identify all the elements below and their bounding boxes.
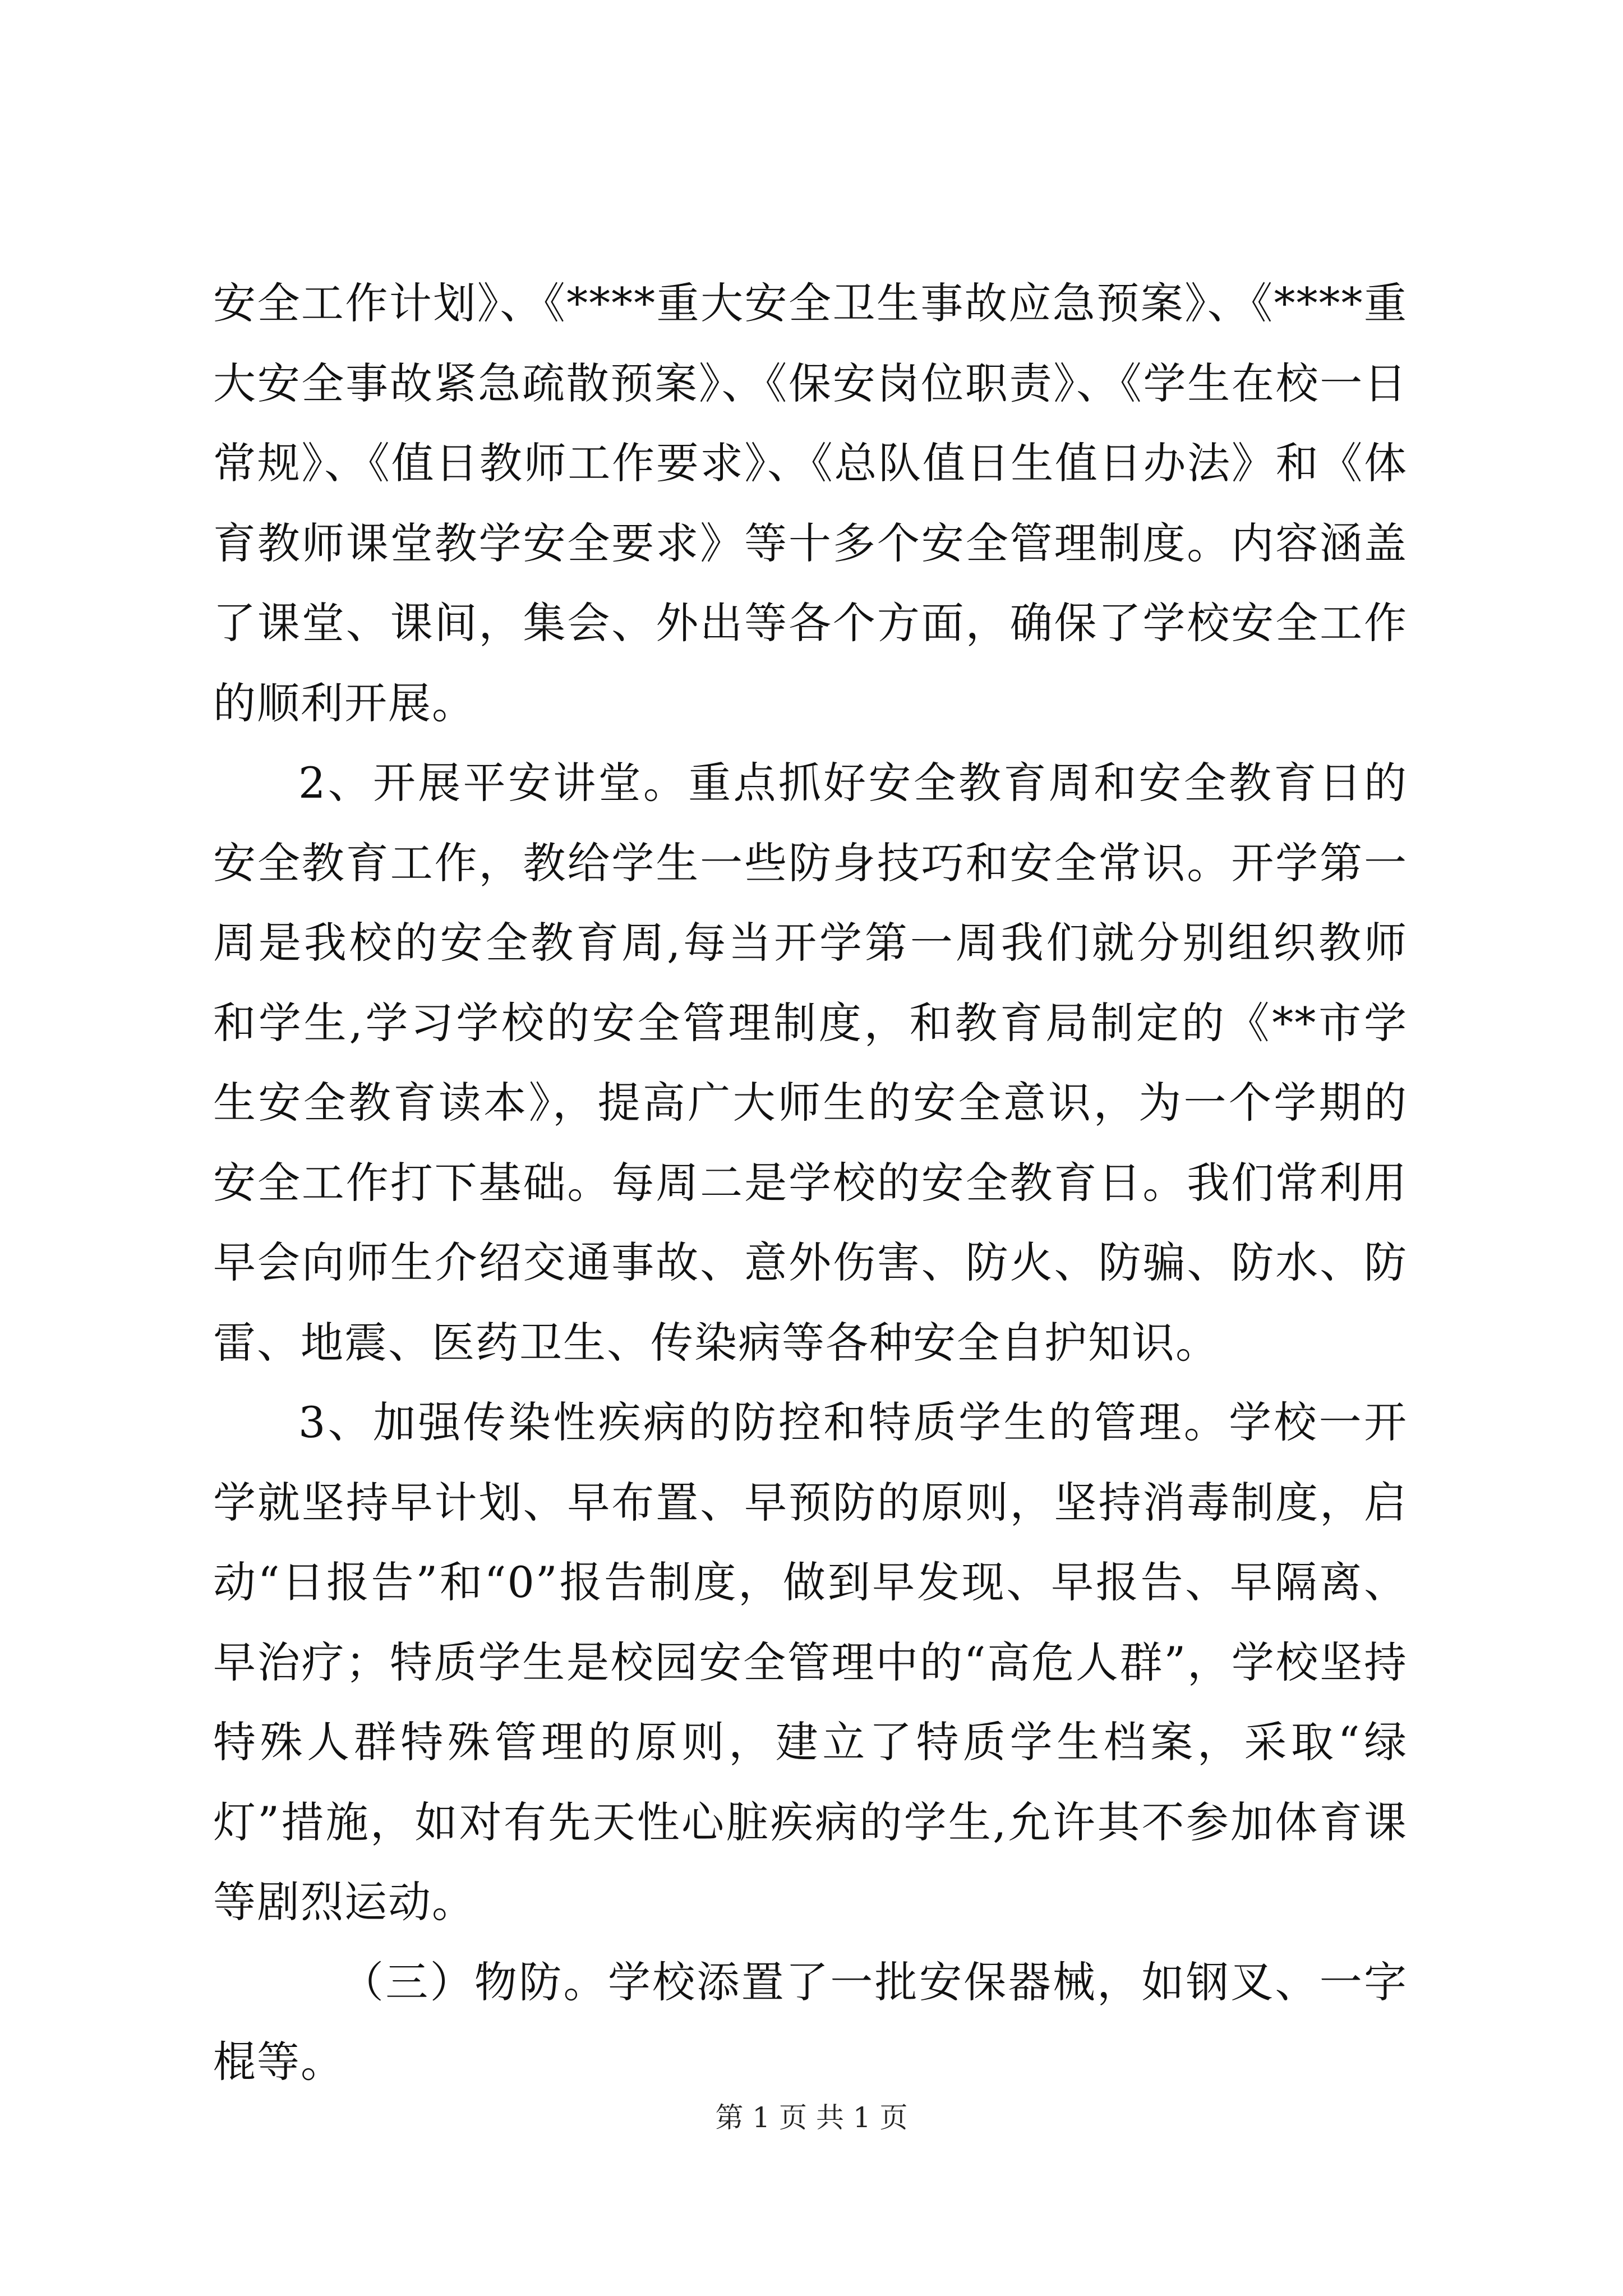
paragraph-safety-regulations: 安全工作计划》、《****重大安全卫生事故应急预案》、《****重大安全事故紧急疏散预案》、《保安岗位职责》、《学生在校一日常规》、《值日教师工作要求》、《总队值日生值日办法》和《体育教师课堂教学安全要求》等十多个安全管理制度。内容涵盖了课堂、课间，集会、外出等各个方面，确保了学校安全工作的顺利开展。	[213, 278, 1408, 728]
page-footer: 第 1 页 共 1 页	[715, 2101, 908, 2134]
paragraph-physical-defense: （三）物防。学校添置了一批安保器械，如钢叉、一字棍等。	[213, 1957, 1408, 2087]
paragraph-safety-lecture: 2、开展平安讲堂。重点抓好安全教育周和安全教育日的安全教育工作，教给学生一些防身技巧和安全常识。开学第一周是我校的安全教育周,每当开学第一周我们就分别组织教师和学生,学习学校的安全管理制度，和教育局制定的《**市学生安全教育读本》，提高广大师生的安全意识，为一个学期的安全工作打下基础。每周二是学校的安全教育日。我们常利用早会向师生介绍交通事故、意外伤害、防火、防骗、防水、防雷、地震、医药卫生、传染病等各种安全自护知识。	[213, 758, 1408, 1368]
paragraph-disease-control: 3、加强传染性疾病的防控和特质学生的管理。学校一开学就坚持早计划、早布置、早预防的原则，坚持消毒制度，启动“日报告”和“0”报告制度，做到早发现、早报告、早隔离、早治疗；特质学生是校园安全管理中的“高危人群”，学校坚持特殊人群特殊管理的原则，建立了特质学生档案，采取“绿灯”措施，如对有先天性心脏疾病的学生,允许其不参加体育课等剧烈运动。	[213, 1397, 1408, 1927]
document-body	[213, 264, 1408, 2102]
